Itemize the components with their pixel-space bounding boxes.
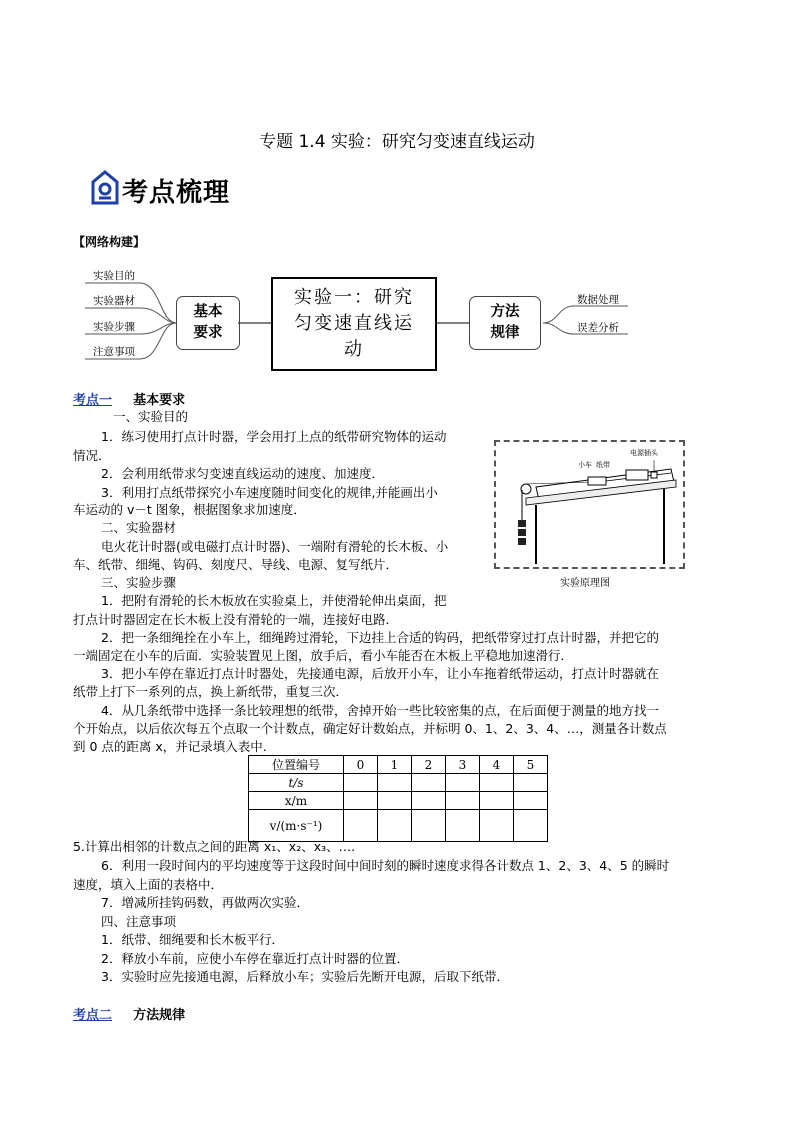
table-cell [412, 810, 446, 842]
table-cell [446, 792, 480, 810]
table-row-label: x/m [249, 792, 344, 810]
text-line: 纸带上打下一系列的点，换上新纸带，重复三次． [73, 684, 349, 699]
table-cell [446, 810, 480, 842]
mindmap-item: 注意事项 [93, 346, 135, 358]
text-line: 2．释放小车前，应使小车停在靠近打点计时器的位置． [101, 951, 409, 966]
mindmap-item: 实验目的 [93, 270, 135, 282]
pen-icon [90, 170, 120, 206]
text-line: 2．把一条细绳拴在小车上，细绳跨过滑轮，下边挂上合适的钩码，把纸带穿过打点计时器，并把它的 [101, 630, 659, 645]
text-line: 6．利用一段时间内的平均速度等于这段时间中间时刻的瞬时速度求得各计数点 1、2、3、4、5 的瞬时 [101, 858, 670, 873]
apparatus-diagram [496, 442, 683, 567]
text-line: 3．实验时应先接通电源，后释放小车；实验后先断开电源，后取下纸带． [101, 969, 509, 984]
text-line: 1．纸带、细绳要和长木板平行． [101, 932, 284, 947]
text-line: 车、纸带、细绳、钩码、刻度尺、导线、电源、复写纸片． [73, 557, 399, 572]
text-line: 车运动的 v－t 图象，根据图象求加速度． [73, 502, 306, 517]
table-cell [514, 792, 548, 810]
text-line: 3．把小车停在靠近打点计时器处，先接通电源，后放开小车，让小车拖着纸带运动，打点计时器就在 [101, 666, 659, 681]
text-line: 四、注意事项 [101, 914, 177, 929]
network-heading: 【网络构建】 [73, 235, 146, 249]
text-line: 5.计算出相邻的计数点之间的距离 x₁、x₂、x₃、…. [73, 839, 356, 854]
table-cell [378, 810, 412, 842]
text-line: 2．会利用纸带求匀变速直线运动的速度、加速度． [101, 466, 384, 481]
text-line: 个开始点，以后依次每五个点取一个计数点，确定好计数始点，并标明 0、1、2、3、4、…，测量各计数点 [73, 721, 667, 736]
text-line: 7．增减所挂钩码数，再做两次实验． [101, 895, 309, 910]
mindmap-item: 实验器材 [93, 295, 135, 307]
page-title: 专题 1.4 实验：研究匀变速直线运动 [259, 132, 535, 152]
table-cell [480, 810, 514, 842]
table-row [249, 774, 548, 792]
table-cell [514, 774, 548, 792]
table-cell [378, 774, 412, 792]
table-header-cell: 3 [446, 756, 480, 774]
text-line: 1．练习使用打点计时器，学会用打上点的纸带研究物体的运动 [101, 429, 447, 444]
table-header-cell: 位置编号 [249, 756, 344, 774]
table-header-cell: 4 [480, 756, 514, 774]
table-cell [344, 774, 378, 792]
text-line: 打点计时器固定在长木板上没有滑轮的一端，连接好电路． [73, 612, 399, 627]
table-row [249, 792, 548, 810]
table-header-cell: 5 [514, 756, 548, 774]
mindmap-right-box: 方法 规律 [469, 296, 541, 350]
table-cell [480, 774, 514, 792]
table-row [249, 810, 548, 842]
mindmap-center-box: 实验一：研究 匀变速直线运 动 [271, 277, 437, 371]
text-line: 电火花计时器(或电磁打点计时器)、一端附有滑轮的长木板、小 [101, 539, 449, 554]
figure-label-tape: 纸带 [596, 461, 610, 469]
text-line: 二、实验器材 [101, 520, 177, 535]
mindmap-left-box: 基本 要求 [176, 296, 240, 350]
text-line: 一端固定在小车的后面．实验装置见上图，放手后，看小车能否在木板上平稳地加速滑行． [73, 648, 574, 663]
figure-label-plug: 电源插头 [630, 449, 658, 457]
kaodian-2-heading: 考点二 方法规律 [73, 1008, 186, 1023]
table-header-cell: 1 [378, 756, 412, 774]
text-line: 1．把附有滑轮的长木板放在实验桌上，并使滑轮伸出桌面，把 [101, 593, 447, 608]
data-table [248, 755, 548, 842]
table-header-cell: 2 [412, 756, 446, 774]
table-row-label: v/(m·s⁻¹) [249, 810, 344, 842]
kaodian-1-heading: 考点一 基本要求 [73, 393, 186, 408]
mindmap-item: 误差分析 [577, 322, 619, 334]
text-line: 速度，填入上面的表格中． [73, 877, 224, 892]
text-line: 情况． [73, 448, 111, 463]
text-line: 一、实验目的 [113, 409, 189, 424]
table-cell [344, 792, 378, 810]
figure-caption: 实验原理图 [560, 578, 610, 589]
mindmap-item: 数据处理 [577, 294, 619, 306]
figure-label-car: 小车 [578, 461, 592, 469]
table-cell [480, 792, 514, 810]
table-cell [344, 810, 378, 842]
text-line: 3．利用打点纸带探究小车速度随时间变化的规律,并能画出小 [101, 485, 438, 500]
mindmap-item: 实验步骤 [93, 321, 135, 333]
table-row-label: t/s [249, 774, 344, 792]
text-line: 三、实验步骤 [101, 575, 177, 590]
table-cell [412, 774, 446, 792]
section-heading: 考点梳理 [122, 178, 231, 208]
table-cell [412, 792, 446, 810]
table-cell [446, 774, 480, 792]
apparatus-figure [494, 440, 685, 569]
table-cell [514, 810, 548, 842]
table-header-cell: 0 [344, 756, 378, 774]
text-line: 到 0 点的距离 x，并记录填入表中. [73, 739, 267, 754]
table-row [249, 756, 548, 774]
text-line: 4．从几条纸带中选择一条比较理想的纸带，舍掉开始一些比较密集的点，在后面便于测量的地方找一 [101, 703, 659, 718]
table-cell [378, 792, 412, 810]
